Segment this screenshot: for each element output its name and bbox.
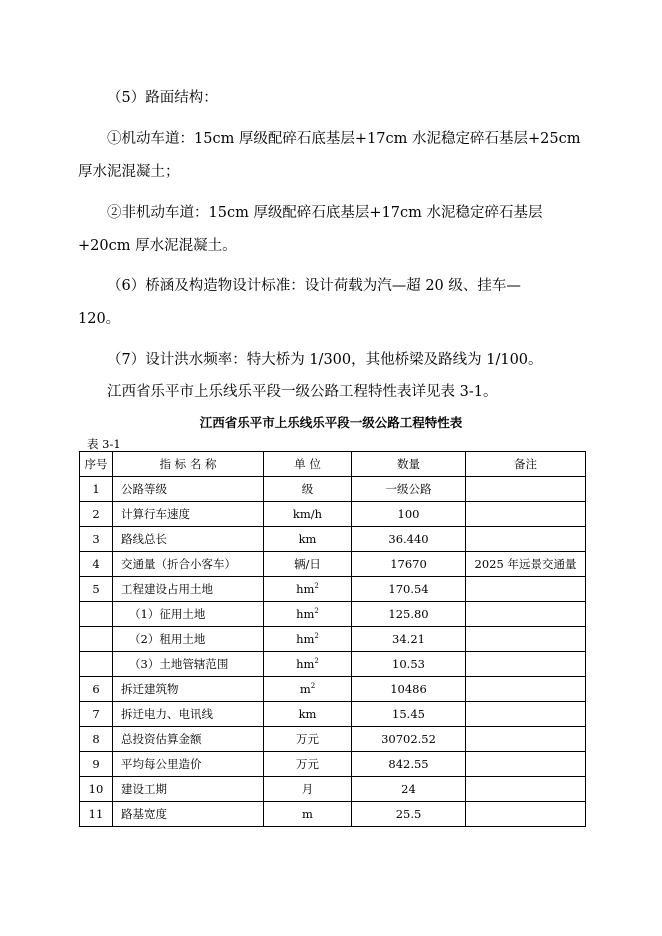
row-quantity: 125.80 [352,602,466,627]
paragraph-nonmotor-lane-cont: +20cm 厚水泥混凝土。 [78,238,237,254]
row-no: 1 [80,477,113,502]
unit-text: 辆/日 [294,557,321,571]
row-unit [264,727,352,752]
header-unit: 单 位 [264,452,352,477]
table-row [80,602,586,627]
unit-text: km [298,707,317,721]
paragraph-nonmotor-lane: ②非机动车道：15cm 厚级配碎石底基层+17cm 水泥稳定碎石基层 [107,205,543,221]
row-name: 交通量（折合小客车） [113,552,264,577]
row-no: 2 [80,502,113,527]
row-no: 11 [80,802,113,827]
row-note [466,602,586,627]
row-quantity: 170.54 [352,577,466,602]
unit-superscript: 2 [310,682,316,691]
table-row [80,777,586,802]
header-no: 序号 [80,452,113,477]
row-note [466,477,586,502]
row-unit [264,502,352,527]
unit-text: km [298,532,317,546]
row-quantity: 842.55 [352,752,466,777]
row-note [466,577,586,602]
table-label: 表 3-1 [87,437,121,451]
row-name: （3）土地管辖范围 [113,652,264,677]
row-note [466,627,586,652]
row-no: 6 [80,677,113,702]
paragraph-table-reference: 江西省乐平市上乐线乐平段一级公路工程特性表详见表 3-1。 [107,384,498,400]
paragraph-motor-lane-cont: 厚水泥混凝土； [78,164,180,180]
row-name: 公路等级 [113,477,264,502]
unit-superscript: 2 [314,582,319,591]
row-note [466,777,586,802]
row-quantity: 34.21 [352,627,466,652]
row-name: （1）征用土地 [113,602,264,627]
row-no: 5 [80,577,113,602]
row-no: 8 [80,727,113,752]
table-row [80,752,586,777]
table-row [80,552,586,577]
table-row [80,477,586,502]
table-row [80,702,586,727]
paragraph-bridge-standard-cont: 120。 [78,311,121,327]
paragraph-bridge-standard: （6）桥涵及构造物设计标准：设计荷载为汽—超 20 级、挂车— [107,278,521,294]
row-unit [264,552,352,577]
row-note: 2025 年远景交通量 [466,552,586,577]
row-unit [264,777,352,802]
row-note [466,727,586,752]
row-quantity: 100 [352,502,466,527]
paragraph-pavement-heading: （5）路面结构： [107,90,218,106]
row-no: 7 [80,702,113,727]
row-unit [264,577,352,602]
row-unit [264,802,352,827]
paragraph-flood-frequency: （7）设计洪水频率：特大桥为 1/300，其他桥梁及路线为 1/100。 [107,352,543,368]
unit-text: hm [296,657,315,671]
row-unit [264,752,352,777]
table-row [80,527,586,552]
table-row [80,577,586,602]
row-name: 路线总长 [113,527,264,552]
row-unit [264,702,352,727]
row-unit [264,527,352,552]
row-no: 10 [80,777,113,802]
row-note [466,802,586,827]
row-note [466,702,586,727]
header-quantity: 数量 [352,452,466,477]
row-name: 平均每公里造价 [113,752,264,777]
row-note [466,652,586,677]
row-name: 计算行车速度 [113,502,264,527]
row-note [466,752,586,777]
row-note [466,677,586,702]
row-unit [264,477,352,502]
row-unit [264,652,352,677]
row-no [80,602,113,627]
paragraph-motor-lane: ①机动车道：15cm 厚级配碎石底基层+17cm 水泥稳定碎石基层+25cm [107,131,581,147]
row-no: 9 [80,752,113,777]
row-name: 路基宽度 [113,802,264,827]
project-characteristics-table [79,451,586,827]
row-no [80,652,113,677]
row-name: 建设工期 [113,777,264,802]
row-no [80,627,113,652]
row-quantity: 25.5 [352,802,466,827]
table-header-row [80,452,586,477]
row-unit [264,602,352,627]
unit-superscript: 2 [314,632,319,641]
row-no: 4 [80,552,113,577]
unit-text: 万元 [296,757,319,771]
table-title: 江西省乐平市上乐线乐平段一级公路工程特性表 [199,415,463,430]
unit-superscript: 2 [314,657,319,666]
unit-text: km/h [292,507,323,521]
row-quantity: 30702.52 [352,727,466,752]
unit-text: m [302,807,313,821]
row-quantity: 24 [352,777,466,802]
row-quantity: 17670 [352,552,466,577]
table-row [80,652,586,677]
unit-text: 级 [301,482,314,496]
row-no: 3 [80,527,113,552]
table-row [80,502,586,527]
unit-text: hm [296,607,315,621]
unit-text: hm [296,632,315,646]
table-row [80,802,586,827]
unit-text: 月 [301,782,314,796]
row-quantity: 一级公路 [352,477,466,502]
row-quantity: 15.45 [352,702,466,727]
table-row [80,627,586,652]
row-note [466,502,586,527]
header-note: 备注 [466,452,586,477]
unit-text: m [299,682,311,696]
row-name: 工程建设占用土地 [113,577,264,602]
row-quantity: 10486 [352,677,466,702]
row-name: 拆迁电力、电讯线 [113,702,264,727]
row-note [466,527,586,552]
header-name: 指 标 名 称 [113,452,264,477]
table-row [80,727,586,752]
unit-superscript: 2 [314,607,319,616]
unit-text: hm [296,582,315,596]
row-unit [264,627,352,652]
row-name: 拆迁建筑物 [113,677,264,702]
row-name: 总投资估算金额 [113,727,264,752]
row-quantity: 36.440 [352,527,466,552]
row-name: （2）租用土地 [113,627,264,652]
row-unit [264,677,352,702]
unit-text: 万元 [296,732,319,746]
row-quantity: 10.53 [352,652,466,677]
table-row [80,677,586,702]
